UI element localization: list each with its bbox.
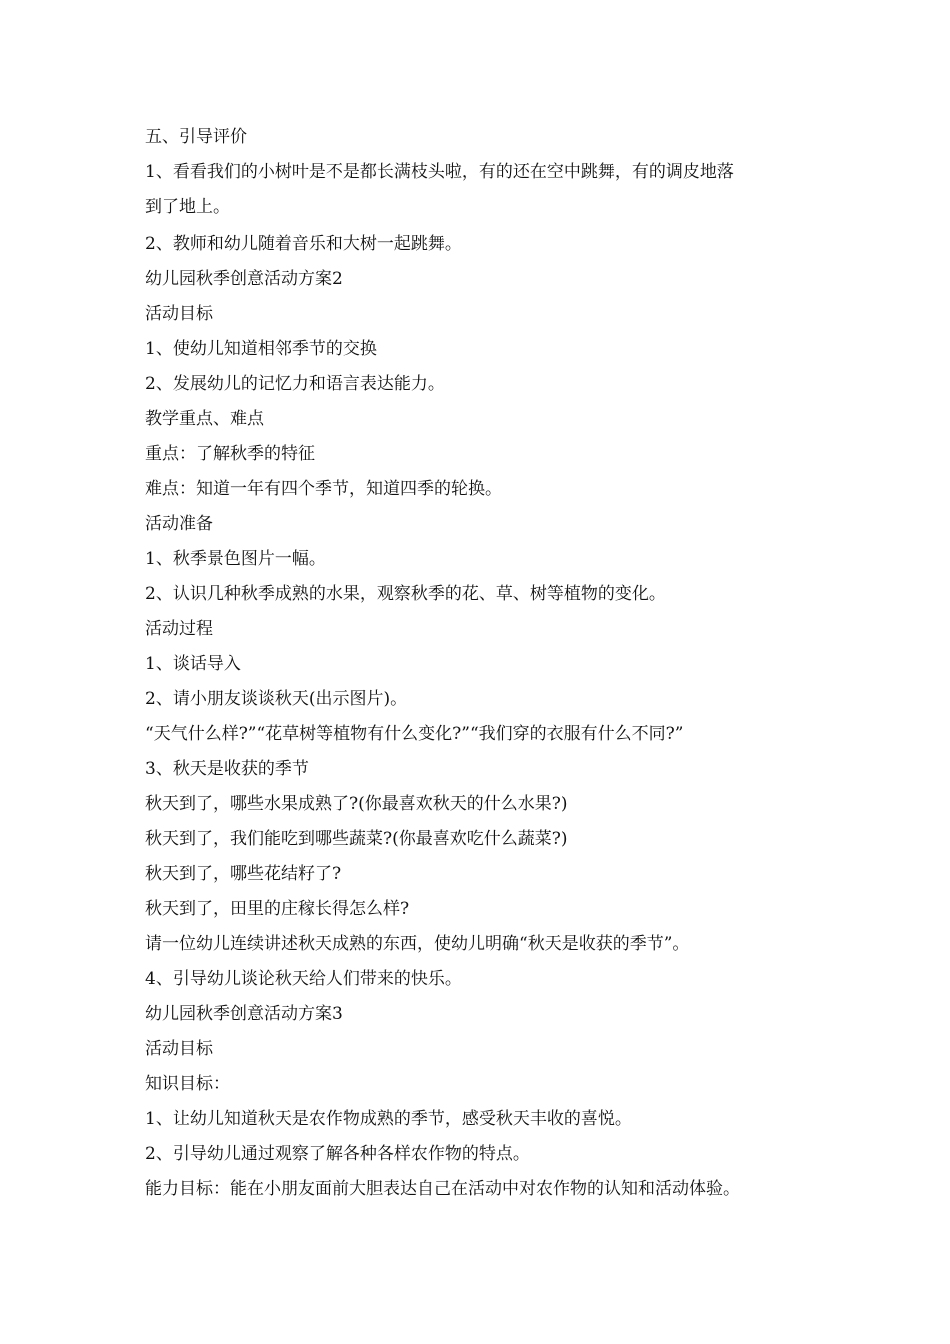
- paragraph-line: 1、秋季景色图片一幅。: [145, 549, 326, 569]
- paragraph-line: 请一位幼儿连续讲述秋天成熟的东西，使幼儿明确“秋天是收获的季节”。: [145, 934, 690, 954]
- section-heading: 教学重点、难点: [145, 409, 264, 429]
- section-heading: 活动目标: [145, 304, 213, 324]
- paragraph-line: 2、认识几种秋季成熟的水果，观察秋季的花、草、树等植物的变化。: [145, 584, 666, 604]
- paragraph-line: 重点：了解秋季的特征: [145, 444, 315, 464]
- paragraph-line: 秋天到了，田里的庄稼长得怎么样?: [145, 899, 410, 919]
- paragraph-line: 3、秋天是收获的季节: [145, 759, 309, 779]
- plan-title: 幼儿园秋季创意活动方案2: [145, 269, 343, 289]
- paragraph-line: 到了地上。: [145, 197, 230, 217]
- paragraph-line: 1、谈话导入: [145, 654, 241, 674]
- document-body: [145, 120, 825, 1207]
- section-heading: 活动准备: [145, 514, 213, 534]
- paragraph-line: 2、发展幼儿的记忆力和语言表达能力。: [145, 374, 445, 394]
- paragraph-line: 1、让幼儿知道秋天是农作物成熟的季节，感受秋天丰收的喜悦。: [145, 1109, 632, 1129]
- paragraph-line: 1、看看我们的小树叶是不是都长满枝头啦，有的还在空中跳舞，有的调皮地落: [145, 162, 734, 182]
- paragraph-line: 知识目标：: [145, 1074, 230, 1094]
- paragraph-line: 能力目标：能在小朋友面前大胆表达自己在活动中对农作物的认知和活动体验。: [145, 1179, 740, 1199]
- paragraph-line: 秋天到了，哪些水果成熟了?(你最喜欢秋天的什么水果?): [145, 794, 568, 814]
- paragraph-line: 2、引导幼儿通过观察了解各种各样农作物的特点。: [145, 1144, 530, 1164]
- section-heading: 五、引导评价: [145, 127, 247, 147]
- section-heading: 活动目标: [145, 1039, 213, 1059]
- paragraph-line: 秋天到了，哪些花结籽了?: [145, 864, 342, 884]
- paragraph-line: 难点：知道一年有四个季节，知道四季的轮换。: [145, 479, 502, 499]
- paragraph-line: 秋天到了，我们能吃到哪些蔬菜?(你最喜欢吃什么蔬菜?): [145, 829, 568, 849]
- paragraph-line: 1、使幼儿知道相邻季节的交换: [145, 339, 377, 359]
- paragraph-line: 2、教师和幼儿随着音乐和大树一起跳舞。: [145, 234, 462, 254]
- paragraph-line: “天气什么样?”“花草树等植物有什么变化?”“我们穿的衣服有什么不同?”: [145, 724, 684, 744]
- paragraph-line: 4、引导幼儿谈论秋天给人们带来的快乐。: [145, 969, 462, 989]
- plan-title: 幼儿园秋季创意活动方案3: [145, 1004, 343, 1024]
- paragraph-line: 2、请小朋友谈谈秋天(出示图片)。: [145, 689, 408, 709]
- section-heading: 活动过程: [145, 619, 213, 639]
